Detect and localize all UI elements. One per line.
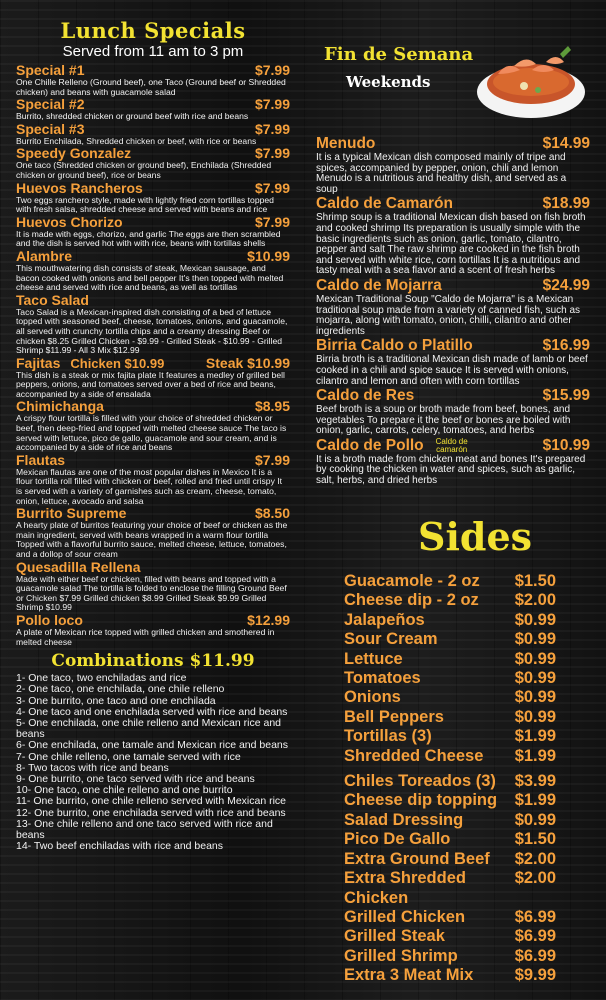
side-row [344,869,556,908]
combinations-list [16,673,290,852]
combination-item: 13- One chile relleno and one taco served with rice and beans [16,817,273,841]
lunch-item-price: $7.99 [254,213,290,230]
weekend-item-header [316,135,590,153]
lunch-item-price: $7.99 [254,120,290,137]
side-row [344,747,556,766]
lunch-item-name-group [16,122,85,137]
lunch-item-name: Quesadilla Rellena [16,558,141,575]
side-name: Guacamole - 2 oz [344,572,480,590]
side-row [344,572,556,591]
weekend-item-name-group [316,195,453,213]
weekend-item-name-group [316,135,375,153]
lunch-item [16,356,290,400]
weekend-item-name: Caldo de Res [316,387,415,405]
combination-item: 8- Two tacos with rice and beans [16,761,169,774]
lunch-item [16,613,290,647]
side-row [344,708,556,727]
lunch-item-description: One Chille Relleno (Ground beef), one Taco (Ground beef or Shredded chicken) and beans with guacamole salad [16,77,286,97]
weekend-title: Fin de Semana [324,44,474,65]
side-row [344,830,556,849]
weekend-item-description: Mexican Traditional Soup "Caldo de Mojarra" is a Mexican traditional soup made from a variety of canned fish, such as mojarra, along with tomato, onion, chilli, cilantro and other ingredients [316,293,581,337]
lunch-item [16,453,290,506]
lunch-item-header [16,215,290,230]
lunch-item-price: $7.99 [254,145,290,162]
lunch-item-extra-price: Chicken $10.99 [70,355,165,371]
side-price: $0.99 [514,649,556,668]
combination-item: 9- One burrito, one taco served with rice and beans [16,772,255,785]
combination-item: 7- One chile relleno, one tamale served with rice [16,750,241,763]
combination-item: 10- One taco, one chile relleno and one burrito [16,784,233,797]
weekend-item-name-group [316,277,442,295]
side-name: Onions [344,688,401,707]
weekend-item-header [316,337,590,355]
lunch-item-description: This dish is a steak or mix fajita plate It features a medley of grilled bell peppers, onions, and tomatoes served over a bed of rice and beans, accompanied by a side of ensalada [16,369,285,399]
weekend-item-description: Beef broth is a soup or broth made from beef, bones, and vegetables To prepare it the beef or bones are boiled with onion, garlic, carrots, celery, tomatoes, and herbs [316,404,571,437]
weekend-item [316,337,590,387]
lunch-item-header [16,453,290,468]
lunch-item-price: $10.99 [247,247,290,264]
lunch-item-description: A plate of Mexican rice topped with grilled chicken and smothered in melted cheese [16,626,275,647]
lunch-item-description: This mouthwatering dish consists of steak, Mexican sausage, and bacon cooked with onions and bell pepper It's then topped with melted cheese and served with rice and beans, as well as tortillas [16,262,284,293]
lunch-item-name-group [16,560,141,575]
lunch-item-description: Mexican flautas are one of the most popular dishes in Mexico It is a flour tortilla roll filled with chicken or beef, rolled and fried until crispy It is served with a variety of garnishes such as cream, cheese, tomato, onion, lettuce, avocado and salsa [16,466,283,506]
lunch-item-name: Alambre [16,247,73,264]
weekend-item-price: $10.99 [542,436,590,454]
lunch-specials-title: Lunch Specials [60,18,246,43]
side-name: Shredded Cheese [344,746,484,765]
lunch-item [16,181,290,215]
side-name: Extra 3 Meat Mix [344,966,474,985]
lunch-item-description: A hearty plate of burritos featuring your choice of beef or chicken as the main ingredient, served with beans wrapped in a warm flour tortilla Topped with a flavorful burrito sauce, melted cheese, lettuce, tomatoes, and a dollop of sour cream [16,520,288,559]
lunch-item-name: Fajitas [16,354,61,371]
lunch-item-name-group [16,215,123,230]
side-price: $0.99 [514,707,556,726]
side-name: Cheese dip topping [344,791,498,810]
side-row [344,688,556,707]
side-price: $2.00 [514,849,556,868]
lunch-item-name-group [16,453,65,468]
sides-group-2 [344,772,556,985]
lunch-item [16,506,290,559]
weekend-item [316,277,590,337]
lunch-item-name-group [16,506,126,521]
side-row [344,650,556,669]
side-name: Tortillas (3) [344,727,432,746]
lunch-item-price: $8.50 [254,505,290,522]
lunch-item-name-group [16,249,72,264]
lunch-item-header [16,506,290,521]
weekend-item-header [316,277,590,295]
side-row [344,908,556,927]
lunch-item-name-group [16,613,83,628]
side-row [344,947,556,966]
weekend-item-name: Caldo de Pollo [316,436,424,454]
lunch-item-price: $7.99 [254,62,290,78]
lunch-item-name: Chimichanga [16,398,104,415]
side-price: $6.99 [514,927,556,946]
side-price: $3.99 [514,772,556,791]
side-row [344,850,556,869]
side-price: $0.99 [514,669,556,688]
lunch-item [16,122,290,147]
weekend-item-description: It is a typical Mexican dish composed mainly of tripe and spices, accompanied by pepper, onion, chili and lemon Menudo is a nutritious and healthy dish, and served as a soup [316,152,567,195]
lunch-item-header [16,560,290,575]
side-name: Cheese dip - 2 oz [344,591,479,610]
lunch-item-header [16,249,290,264]
lunch-item [16,560,290,613]
lunch-items-list [16,63,290,647]
side-price: $1.99 [514,791,556,810]
weekend-item [316,135,590,195]
lunch-item-name: Special #2 [16,96,85,113]
combination-item: 12- One burrito, one enchilada served with rice and beans [16,806,286,819]
lunch-item-name: Burrito Supreme [16,505,127,522]
combination-item: 3- One burrito, one taco and one enchilada [16,694,216,707]
weekend-item [316,387,590,437]
side-price: $0.99 [514,610,556,629]
lunch-item-description: One taco (Shredded chicken or ground beef), Enchilada (Shredded chicken or ground beef), rice or beans [16,160,272,180]
side-name: Extra Shredded Chicken [344,869,466,907]
weekend-item-header [316,195,590,213]
lunch-item-description: Two eggs ranchero style, made with lightly fried corn tortillas topped with fresh salsa, shredded cheese and served with beans and rice [16,194,274,215]
side-price: $6.99 [514,907,556,926]
side-price: $6.99 [514,946,556,965]
side-price: $1.99 [514,727,556,746]
weekend-item-name-group [316,437,474,455]
lunch-item-description: Taco Salad is a Mexican-inspired dish consisting of a bed of lettuce topped with seasoned beef, cheese, tomatoes, onions, and guacamole, all served with crunchy tortilla chips and a creamy dressing Beef or chicken $8.25 Grilled Chicken - $9.99 - Grilled Steak - $10.99 - Grilled Shrimp $11.99 - All 3 Mix $12.99 [16,306,288,356]
weekend-item-name: Menudo [316,135,376,152]
lunch-item [16,146,290,180]
lunch-item-description: Made with either beef or chicken, filled with beans and topped with a guacamole salad The tortilla is folded to enclose the filling Ground Beef or Chicken $7.99 Grilled chicken $8.99 Grilled Steak $9.99 Grilled Shrimp $10.99 [16,573,287,613]
side-name: Extra Ground Beef [344,849,490,868]
weekend-item-description: Shrimp soup is a traditional Mexican dish based on fish broth and cooked shrimp Its preparation is usually simple with the basic ingredients such as onion, garlic, tomato, cilantro, pepper and salt The raw shrimp are cooked in the fish broth and served with white rice, corn tortillas It is a nutritious and tasty meal with a sea flavor and a scent of fresh herbs [316,212,586,277]
lunch-item-description: Burrito Enchilada, Shredded chicken or beef, with rice or beans [16,135,257,146]
side-name: Pico De Gallo [344,830,451,849]
lunch-item-name: Special #3 [16,120,85,137]
side-row [344,611,556,630]
lunch-item [16,249,290,293]
weekend-item-price: $15.99 [542,387,590,405]
lunch-item-name: Huevos Rancheros [16,179,143,196]
side-row [344,727,556,746]
combination-item: 1- One taco, two enchiladas and rice [16,672,187,685]
lunch-item-description: It is made with eggs, chorizo, and garlic The eggs are then scrambled and the dish is served hot with with rice, beans with tortillas shells [16,228,281,249]
side-price: $1.50 [514,830,556,849]
lunch-item-price: $7.99 [254,451,290,468]
lunch-item-name: Speedy Gonzalez [16,145,132,162]
lunch-item-name: Huevos Chorizo [16,213,123,230]
weekend-item-price: $14.99 [542,135,590,152]
side-name: Tomatoes [344,669,421,688]
lunch-item-name-group [16,399,104,414]
lunch-item-price: $12.99 [247,611,290,628]
combination-item: 2- One taco, one enchilada, one chile relleno [16,683,225,696]
side-row [344,791,556,810]
lunch-item-header [16,181,290,196]
lunch-item-header [16,399,290,414]
lunch-specials-subtitle: Served from 11 am to 3 pm [62,43,244,60]
shrimp-soup-bowl-icon [476,44,586,120]
side-row [344,669,556,688]
combination-item: 4- One taco and one enchilada served with rice and beans [16,705,288,718]
weekend-item-price: $16.99 [542,337,590,355]
lunch-item [16,63,290,97]
lunch-item-header [16,122,290,137]
weekend-item-price: $24.99 [542,276,590,294]
side-name: Chiles Toreados (3) [344,772,496,791]
lunch-item-description: A crispy flour tortilla is filled with your choice of shredded chicken or beef, then deep-fried and topped with melted cheese sauce The taco is served with lettuce, pico de gallo, guacamole and sour cream, and is accompanied by a side of rice and beans [16,413,287,453]
left-column [16,0,290,852]
sides-list [344,572,556,986]
side-row [344,811,556,830]
side-name: Lettuce [344,649,403,668]
side-row [344,630,556,649]
weekend-item-description: Birria broth is a traditional Mexican dish made of lamb or beef cooked in a chili and spice sauce It is served with onions, cilantro and lemon and often with corn tortillas [316,354,588,387]
side-price: $2.00 [514,869,556,888]
side-name: Sour Cream [344,630,438,649]
lunch-item [16,215,290,249]
side-name: Grilled Chicken [344,907,466,926]
lunch-item-price: $8.95 [254,398,290,415]
side-row [344,927,556,946]
side-name: Bell Peppers [344,707,444,726]
weekend-item-name-group [316,337,473,355]
lunch-item-description: Burrito, shredded chicken or ground beef with rice and beans [16,111,249,122]
lunch-item-header [16,356,290,371]
lunch-item-name-group [16,181,143,196]
lunch-item-price: $7.99 [254,96,290,113]
lunch-item-name-group [16,293,89,308]
sides-group-1 [344,572,556,766]
combination-item: 11- One burrito, one chile relleno served with Mexican rice [16,795,287,808]
lunch-item-name: Special #1 [16,62,85,78]
lunch-item-name-group [16,356,164,371]
lunch-item-name: Pollo loco [16,611,83,628]
side-price: $1.50 [514,572,556,590]
side-price: $0.99 [514,630,556,649]
weekend-subtitle: Weekends [346,73,431,91]
weekend-item-note: Caldo de camarón [435,436,468,454]
side-name: Grilled Steak [344,927,445,946]
lunch-item-name-group [16,63,85,78]
lunch-item-name: Flautas [16,451,66,468]
lunch-item-header [16,146,290,161]
lunch-item-price: $7.99 [254,179,290,196]
side-name: Grilled Shrimp [344,946,458,965]
lunch-item-header [16,63,290,78]
sides-title: Sides [418,514,533,559]
weekend-item-description: It is a broth made from chicken meat and bones It's prepared by cooking the chicken in water and spices, such as garlic, salt, herbs, and dried herbs [316,453,586,487]
weekend-item-name: Caldo de Camarón [316,195,453,213]
weekend-item [316,195,590,277]
side-price: $0.99 [514,810,556,829]
lunch-item [16,293,290,356]
combination-item: 5- One enchilada, one chile relleno and Mexican rice and beans [16,716,281,741]
combination-item: 14- Two beef enchiladas with rice and beans [16,840,224,853]
lunch-item-header [16,97,290,112]
lunch-item [16,97,290,122]
side-price: $0.99 [514,688,556,707]
lunch-item-name-group [16,97,85,112]
lunch-item-header [16,293,290,308]
weekend-item-name-group [316,387,414,405]
side-row [344,772,556,791]
weekend-item-name: Caldo de Mojarra [316,276,442,294]
side-row [344,966,556,985]
weekend-item-header [316,387,590,405]
lunch-item-name: Taco Salad [16,291,89,308]
side-price: $2.00 [514,591,556,610]
lunch-item-header [16,613,290,628]
lunch-item-name-group [16,146,131,161]
lunch-item [16,399,290,452]
weekend-item-name: Birria Caldo o Platillo [316,337,473,355]
combinations-title: Combinations $11.99 [51,651,255,672]
side-row [344,591,556,610]
side-name: Jalapeños [344,610,425,629]
side-price: $9.99 [514,966,556,985]
weekend-item-price: $18.99 [542,195,590,213]
side-name: Salad Dressing [344,810,464,829]
weekend-item [316,437,590,487]
side-price: $1.99 [514,746,556,765]
lunch-item-price: Steak $10.99 [205,354,290,371]
weekend-items-list [316,135,590,487]
weekend-item-header [316,437,590,455]
combination-item: 6- One enchilada, one tamale and Mexican rice and beans [16,739,289,752]
